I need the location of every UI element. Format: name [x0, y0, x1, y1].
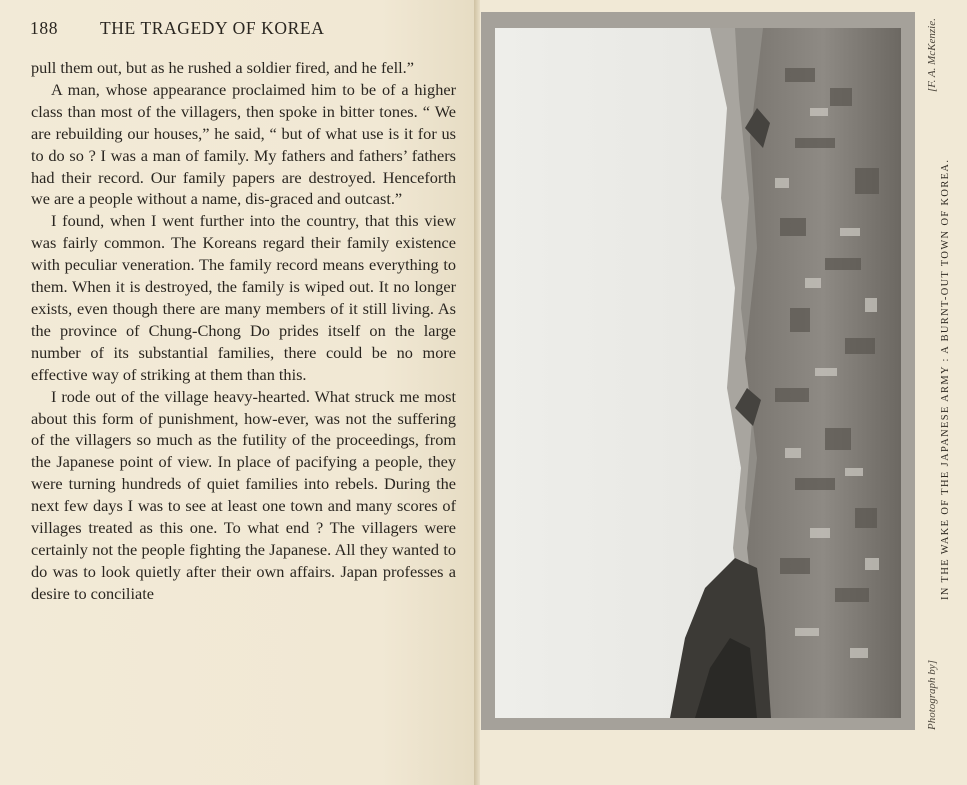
- paragraph-3: I found, when I went further into the country, that this view was fairly common. The Koreans regard their family existence with peculiar veneration. The family record means everything to them. When it is destroyed, the family is wiped out. It no longer exists, even though there are many members of it still living. As the province of Chung-Chong Do prides itself on the large number of its substantial families, there could be no more effective way of striking at them than this.: [31, 211, 456, 384]
- photograph-burnt-out-town: [495, 28, 901, 718]
- plate-caption: IN THE WAKE OF THE JAPANESE ARMY : A BURNT-OUT TOWN OF KOREA.: [940, 158, 951, 600]
- paragraph-1: pull them out, but as he rushed a soldier fired, and he fell.”: [31, 58, 414, 77]
- page-number: 188: [30, 18, 59, 38]
- paragraph-2: A man, whose appearance proclaimed him to be of a higher class than most of the villagers, then spoke in bitter tones. “ We are rebuilding our houses,” he said, “ but of what use is it for us to do so ? I was a man of family. My fathers and fathers’ fathers had their record. Our family papers are destroyed. Henceforth we are a people without a name, dis-graced and outcast.”: [31, 79, 456, 209]
- body-text: [31, 57, 456, 605]
- running-title: THE TRAGEDY OF KOREA: [100, 18, 325, 38]
- photo-credit-label: Photograph by]: [926, 660, 938, 730]
- left-page: [0, 0, 476, 785]
- photographer-name: [F. A. McKenzie.: [926, 18, 938, 92]
- paragraph-4: I rode out of the village heavy-hearted. What struck me most about this form of punishment, how-ever, was not the suffering of the villagers so much as the futility of the proceedings, from the Japanese point of view. In place of pacifying a people, they were turning hundreds of quiet families into rebels. During the next few days I was to see at least one town and many scores of villages treated as this one. To what end ? The villagers were certainly not the people fighting the Japanese. All they wanted to do was to look quietly after their own affairs. Japan professes a desire to conciliate: [31, 386, 456, 603]
- plate-caption-column: [922, 0, 962, 785]
- running-head: [30, 16, 460, 40]
